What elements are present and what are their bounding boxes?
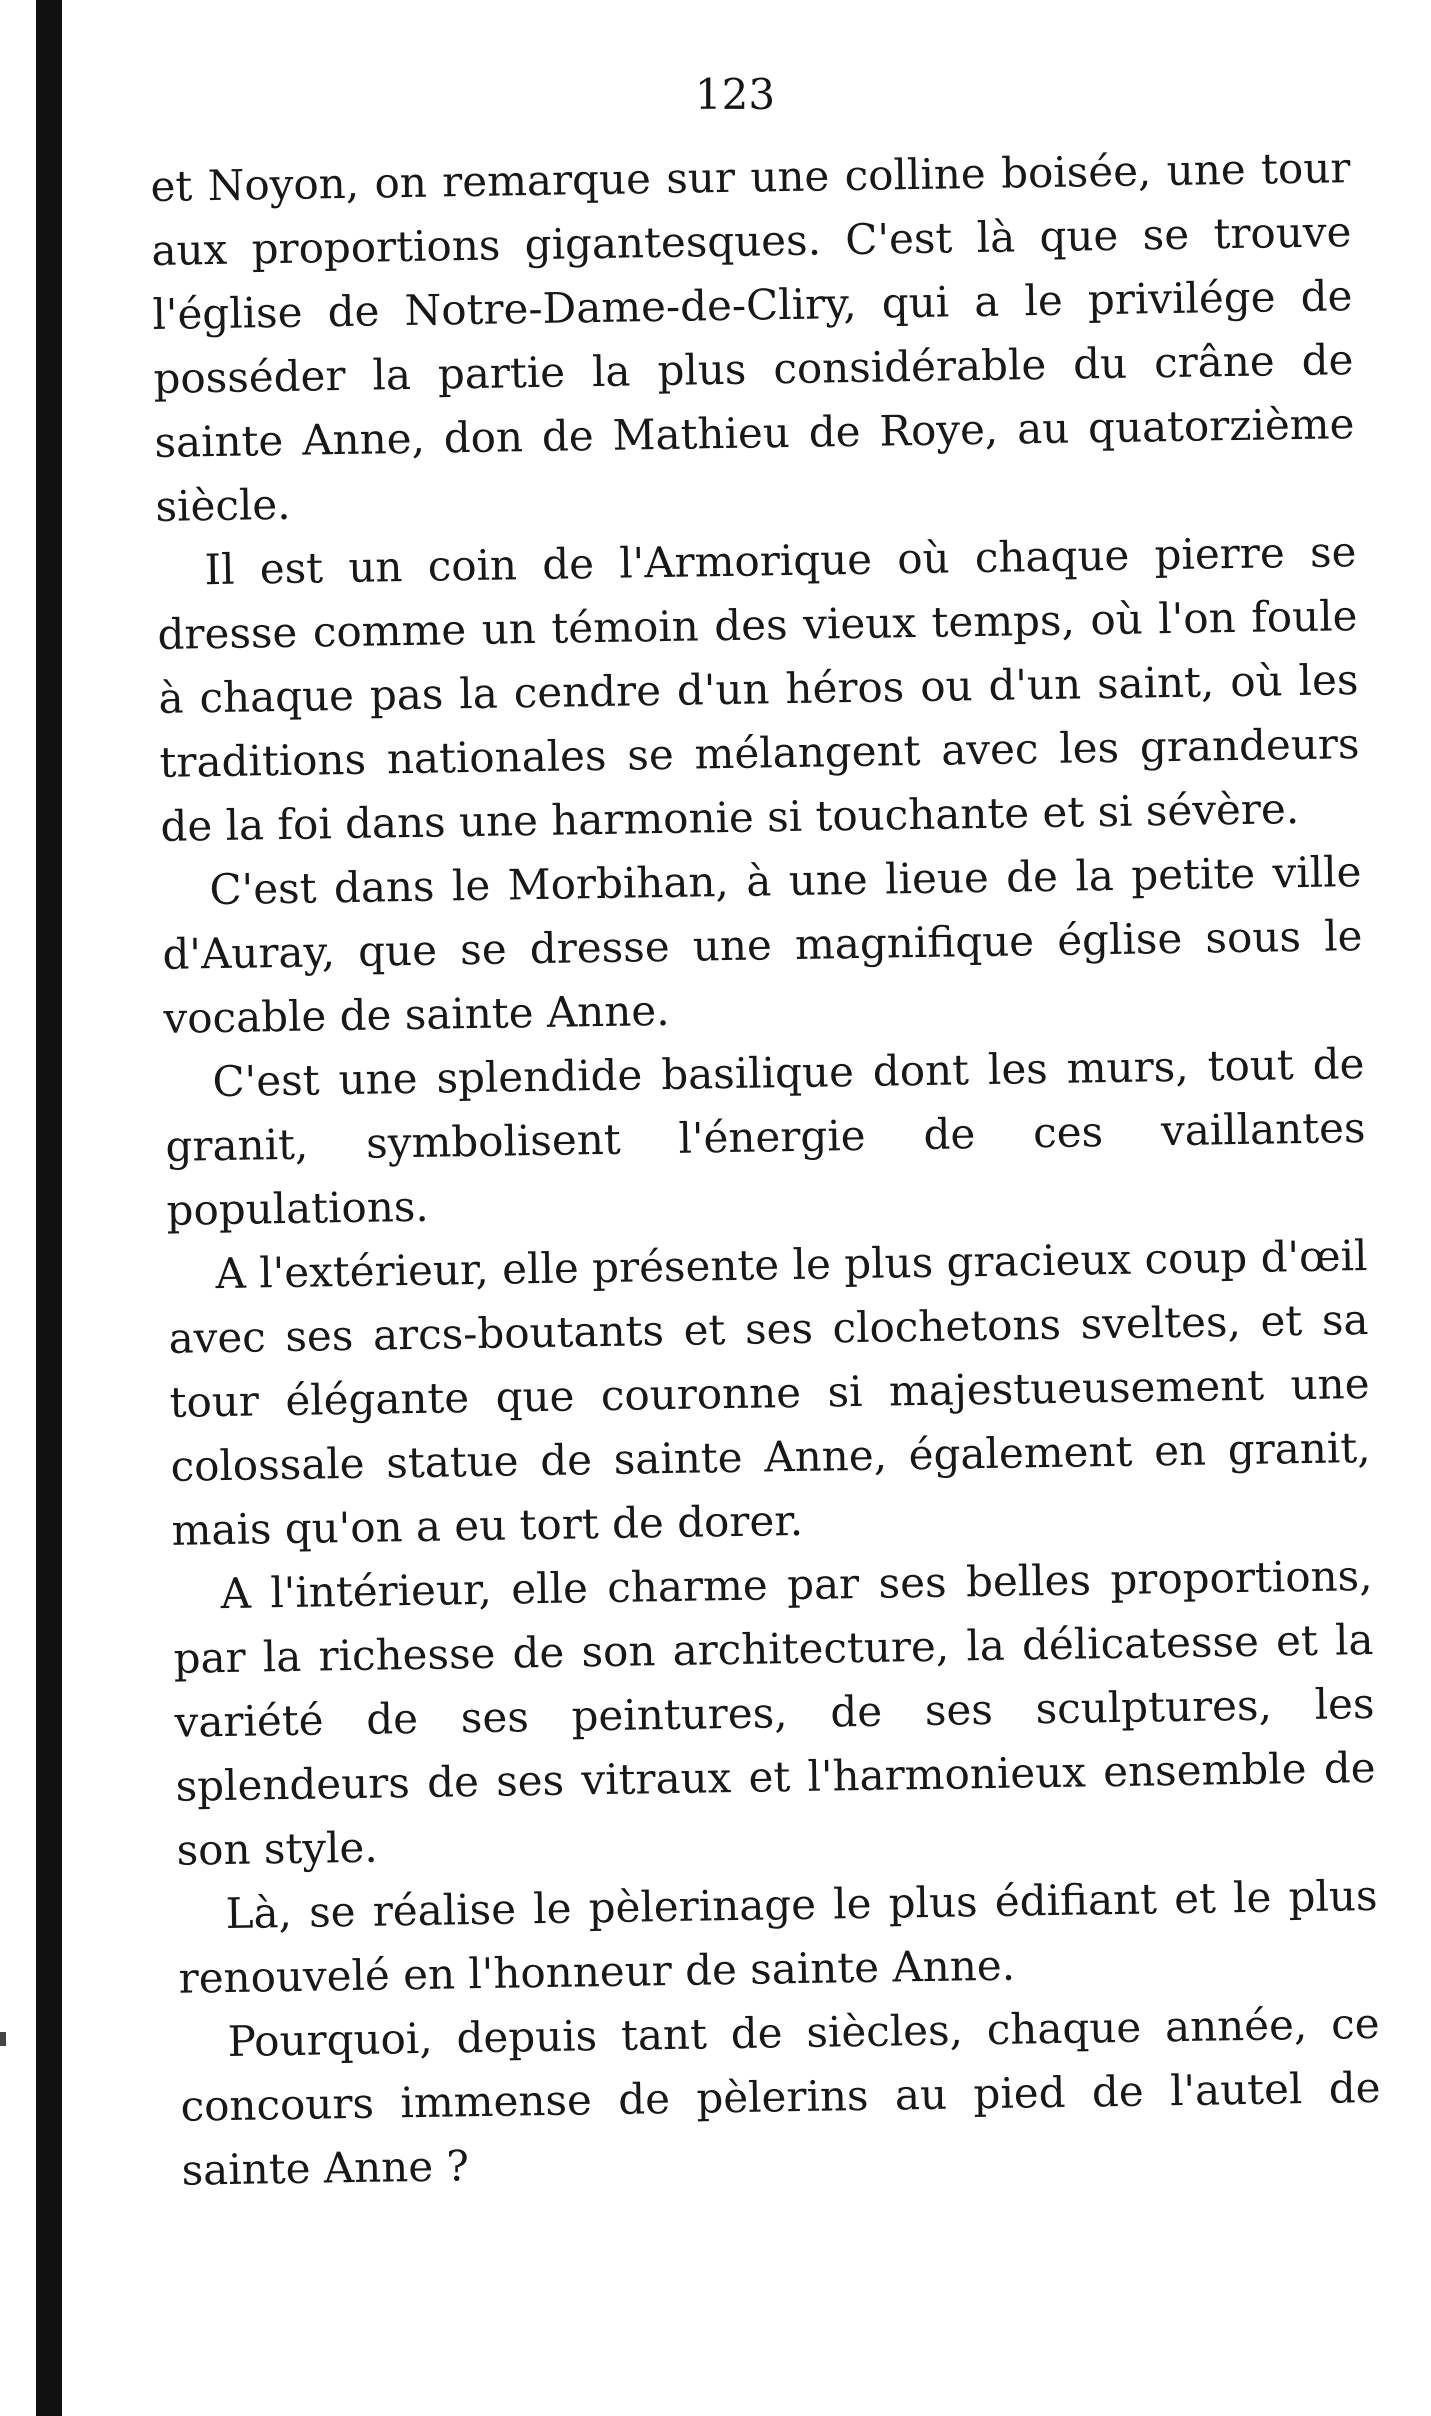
paragraph-2: Il est un coin de l'Armorique où chaque pierre se dresse comme un témoin des vieux temps, où l'on foule à chaque pas la cendre d'un héros ou d'un saint, où les traditions nationales se mélangent avec les grandeurs de la foi dans une harmonie si touchante et si sévère. — [157, 527, 1360, 851]
paragraph-4: C'est une splendide basilique dont les murs, tout de granit, symbolisent l'énergie de ces vaillantes populations. — [165, 1039, 1366, 1235]
paragraph-5: A l'extérieur, elle présente le plus gracieux coup d'œil avec ses arcs-boutants et ses clochetons sveltes, et sa tour élégante que couronne si majestueusement une colossale statue de sainte Anne, également en granit, mais qu'on a eu tort de dorer. — [168, 1231, 1371, 1555]
body-text — [150, 136, 1382, 2203]
paragraph-1: et Noyon, on remarque sur une colline boisée, une tour aux proportions gigantesques. C'est là que se trouve l'église de Notre-Dame-de-Cliry, qui a le privilége de posséder la partie la plus considérable du crâne de sainte Anne, don de Mathieu de Roye, au quatorzième siècle. — [150, 143, 1355, 531]
paragraph-3: C'est dans le Morbihan, à une lieue de la petite ville d'Auray, que se dresse une magnifique église sous le vocable de sainte Anne. — [162, 847, 1363, 1043]
paragraph-8: Pourquoi, depuis tant de siècles, chaque année, ce concours immense de pèlerins au pied de l'autel de sainte Anne ? — [180, 1998, 1381, 2195]
binding-shadow — [36, 0, 62, 2416]
paragraph-6: A l'intérieur, elle charme par ses belles proportions, par la richesse de son architecture, la délicatesse et la variété de ses peintures, de ses sculptures, les splendeurs de ses vitraux et l'harmonieux ensemble de son style. — [173, 1550, 1376, 1875]
edge-mark — [0, 2032, 6, 2046]
paragraph-7: Là, se réalise le pèlerinage le plus édifiant et le plus renouvelé en l'honneur de sainte Anne. — [178, 1870, 1378, 2003]
page-number: 123 — [694, 70, 776, 119]
